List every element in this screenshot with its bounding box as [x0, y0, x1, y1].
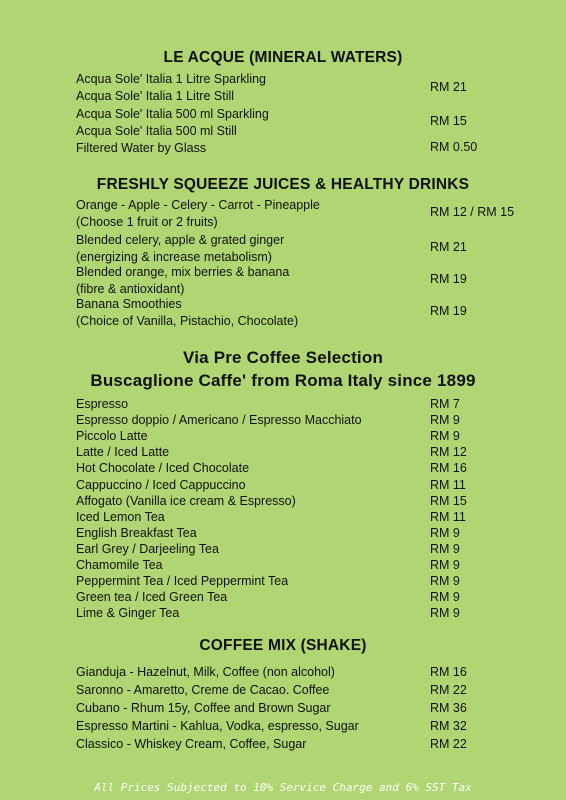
item-price: RM 15: [430, 114, 467, 128]
item-line: (energizing & increase metabolism): [76, 250, 272, 264]
item-price: RM 36: [430, 701, 467, 715]
item-price: RM 7: [430, 397, 460, 411]
item-name: Hot Chocolate / Iced Chocolate: [76, 461, 250, 476]
menu-row: [0, 445, 566, 461]
item-line: Acqua Sole' Italia 500 ml Still: [76, 124, 237, 138]
item-price: RM 16: [430, 665, 467, 679]
item-name: Latte / Iced Latte: [76, 445, 170, 460]
menu-item: [76, 296, 298, 330]
menu-item: [76, 71, 266, 105]
item-name: Cubano - Rhum 15y, Coffee and Brown Sugar: [76, 701, 331, 715]
item-price: RM 9: [430, 429, 460, 444]
menu-row: [0, 665, 566, 681]
item-line: Filtered Water by Glass: [76, 141, 207, 155]
menu-row: [0, 737, 566, 753]
item-line: Blended orange, mix berries & banana: [76, 265, 290, 279]
item-price: RM 15: [430, 493, 467, 508]
menu-row: [0, 461, 566, 477]
item-name: Chamomile Tea: [76, 558, 163, 572]
item-name: Gianduja - Hazelnut, Milk, Coffee (non alcohol): [76, 665, 335, 679]
item-price: RM 11: [430, 477, 466, 492]
item-line: Acqua Sole' Italia 500 ml Sparkling: [76, 107, 269, 121]
menu-row: [0, 429, 566, 445]
menu-row: [0, 526, 566, 542]
menu-item: [76, 264, 289, 298]
item-price: RM 9: [430, 574, 460, 589]
menu-row: [0, 606, 566, 622]
item-price: RM 19: [430, 304, 467, 318]
item-price: RM 22: [430, 683, 467, 697]
coffee-heading: Via Pre Coffee Selection: [182, 348, 384, 367]
item-price: RM 9: [430, 558, 460, 572]
menu-row: [0, 719, 566, 735]
menu-row: [0, 510, 566, 526]
item-line: Orange - Apple - Celery - Carrot - Pineapple: [76, 198, 320, 212]
item-price: RM 21: [430, 240, 467, 254]
item-line: (Choose 1 fruit or 2 fruits): [76, 215, 218, 229]
menu-row: [0, 494, 566, 510]
menu-row: [0, 683, 566, 699]
item-price: RM 9: [430, 413, 460, 428]
juices-heading: FRESHLY SQUEEZE JUICES & HEALTHY DRINKS: [96, 176, 470, 193]
item-line: Acqua Sole' Italia 1 Litre Sparkling: [76, 72, 266, 86]
item-price: RM 19: [430, 272, 467, 286]
menu-row: [0, 558, 566, 574]
menu-item: [76, 232, 284, 266]
menu-row: [0, 542, 566, 558]
item-name: Peppermint Tea / Iced Peppermint Tea: [76, 574, 289, 589]
menu-item: [76, 197, 320, 231]
item-name: Green tea / Iced Green Tea: [76, 590, 228, 605]
waters-heading: LE ACQUE (MINERAL WATERS): [163, 49, 403, 66]
item-price: RM 0.50: [430, 140, 478, 154]
item-price: RM 11: [430, 509, 466, 524]
item-name: Piccolo Latte: [76, 429, 148, 444]
item-name: Classico - Whiskey Cream, Coffee, Sugar: [76, 737, 307, 751]
item-price: RM 9: [430, 525, 460, 540]
item-name: Espresso: [76, 397, 129, 411]
item-name: Iced Lemon Tea: [76, 509, 165, 524]
item-price: RM 21: [430, 80, 467, 94]
item-line: (fibre & antioxidant): [76, 282, 185, 296]
item-name: Affogato (Vanilla ice cream & Espresso): [76, 493, 296, 508]
item-price: RM 16: [430, 461, 467, 476]
item-name: Espresso doppio / Americano / Espresso Macchiato: [76, 413, 362, 428]
item-price: RM 9: [430, 606, 460, 621]
item-name: English Breakfast Tea: [76, 525, 197, 540]
menu-row: [0, 397, 566, 413]
item-name: Earl Grey / Darjeeling Tea: [76, 541, 219, 556]
menu-row: [0, 590, 566, 606]
menu-item: [76, 140, 206, 157]
item-price: RM 12 / RM 15: [430, 205, 515, 219]
item-name: Saronno - Amaretto, Creme de Cacao. Coffee: [76, 683, 330, 697]
item-name: Cappuccino / Iced Cappuccino: [76, 477, 246, 492]
item-price: RM 9: [430, 541, 460, 556]
footer-note: All Prices Subjected to 10% Service Charge and 6% SST Tax: [94, 781, 472, 794]
item-price: RM 22: [430, 737, 467, 751]
coffee-subheading: Buscaglione Caffe' from Roma Italy since 1899: [90, 371, 476, 390]
menu-row: [0, 701, 566, 717]
menu-row: [0, 574, 566, 590]
item-price: RM 12: [430, 445, 467, 460]
item-name: Espresso Martini - Kahlua, Vodka, espresso, Sugar: [76, 719, 359, 733]
item-line: Banana Smoothies: [76, 297, 182, 311]
menu-row: [0, 478, 566, 494]
menu-row: [0, 413, 566, 429]
item-line: Acqua Sole' Italia 1 Litre Still: [76, 89, 235, 103]
item-price: RM 9: [430, 590, 460, 605]
mix-heading: COFFEE MIX (SHAKE): [199, 637, 367, 654]
item-line: (Choice of Vanilla, Pistachio, Chocolate): [76, 314, 299, 328]
item-name: Lime & Ginger Tea: [76, 606, 180, 621]
item-line: Blended celery, apple & grated ginger: [76, 233, 285, 247]
menu-item: [76, 106, 269, 140]
item-price: RM 32: [430, 719, 467, 733]
